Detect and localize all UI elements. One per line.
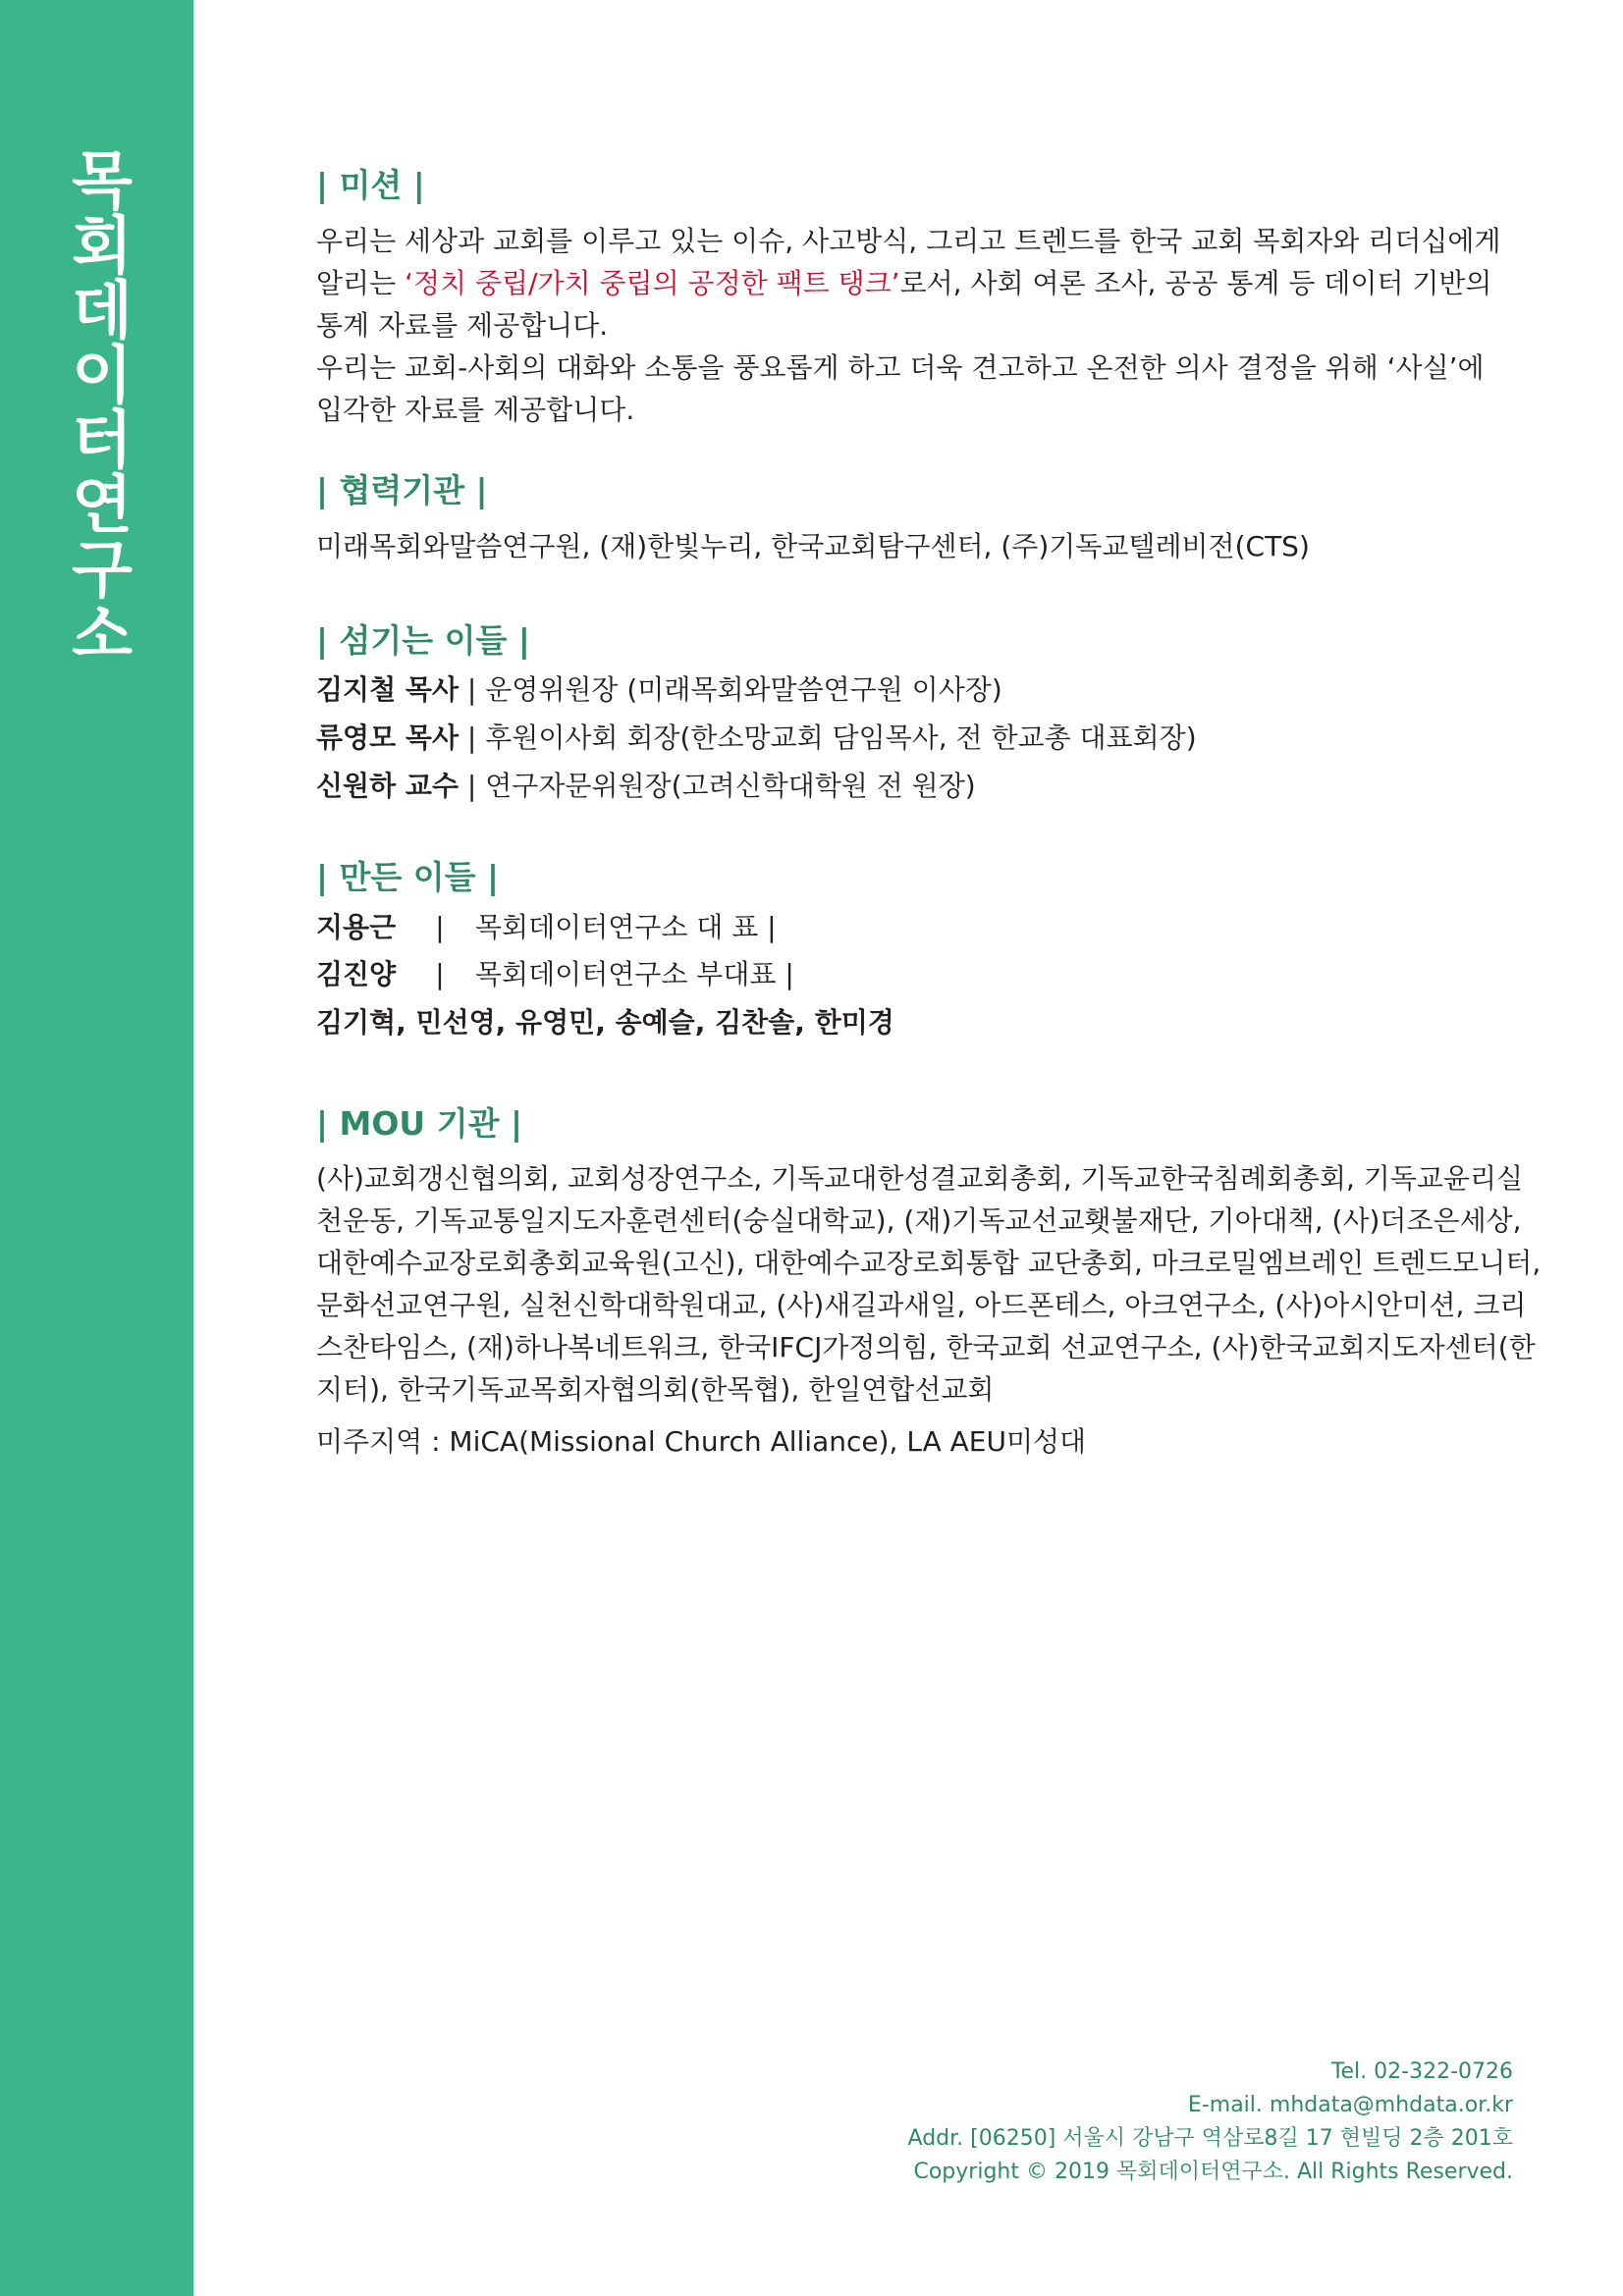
maker-separator: |	[435, 958, 445, 990]
maker-name: 지용근	[316, 911, 397, 943]
mou-paragraph	[316, 1157, 1542, 1411]
mission-line-1: 우리는 세상과 교회를 이루고 있는 이슈, 사고방식, 그리고 트렌드를 한국 교회 목회자와 리더십에게	[316, 225, 1501, 257]
servants-heading: | 섬기는 이들 |	[316, 621, 530, 660]
servant-separator: |	[459, 770, 486, 802]
mou-line: 천운동, 기독교통일지도자훈련센터(숭실대학교), (재)기독교선교횃불재단, 기아대책, (사)더조은세상,	[316, 1204, 1522, 1237]
mission-line-2-prefix: 알리는	[316, 267, 406, 299]
staff-list: 김기혁, 민선영, 유영민, 송예슬, 김찬솔, 한미경	[316, 1006, 894, 1039]
servant-role: 운영위원장 (미래목회와말씀연구원 이사장)	[485, 673, 1002, 706]
mou-line: 대한예수교장로회총회교육원(고신), 대한예수교장로회통합 교단총회, 마크로밀엠브레인 트렌드모니터,	[316, 1247, 1542, 1279]
footer-copyright: Copyright © 2019 목회데이터연구소. All Rights Reserved.	[913, 2160, 1513, 2184]
mou-overseas: 미주지역 : MiCA(Missional Church Alliance), LA AEU미성대	[316, 1425, 1087, 1458]
mission-heading: | 미션 |	[316, 166, 425, 204]
partners-heading: | 협력기관 |	[316, 471, 488, 509]
footer-email: E-mail. mhdata@mhdata.or.kr	[1187, 2093, 1513, 2117]
maker-separator: |	[435, 911, 445, 943]
maker-name: 김진양	[316, 958, 397, 990]
footer-address: Addr. [06250] 서울시 강남구 역삼로8길 17 현빌딩 2층 201호	[907, 2126, 1513, 2151]
mou-line: (사)교회갱신협의회, 교회성장연구소, 기독교대한성결교회총회, 기독교한국침례회총회, 기독교윤리실	[316, 1162, 1524, 1195]
mission-line-3: 통계 자료를 제공합니다.	[316, 309, 609, 342]
mission-paragraph	[316, 220, 1501, 431]
servant-row	[316, 721, 1197, 755]
maker-role: 목회데이터연구소 대 표 |	[475, 911, 777, 943]
mou-line: 문화선교연구원, 실천신학대학원대교, (사)새길과새일, 아드폰테스, 아크연구소, (사)아시안미션, 크리	[316, 1289, 1527, 1321]
mission-line-2	[316, 262, 1494, 304]
mou-line: 스찬타임스, (재)하나복네트워크, 한국IFCJ가정의힘, 한국교회 선교연구소, (사)한국교회지도자센터(한	[316, 1331, 1536, 1363]
mission-line-2-suffix: 로서, 사회 여론 조사, 공공 통계 등 데이터 기반의	[899, 267, 1492, 299]
contact-footer	[908, 2056, 1513, 2189]
servant-role: 연구자문위원장(고려신학대학원 전 원장)	[485, 770, 976, 802]
footer-tel: Tel. 02-322-0726	[1330, 2059, 1513, 2084]
mou-line: 지터), 한국기독교목회자협의회(한목협), 한일연합선교회	[316, 1373, 995, 1406]
partners-list: 미래목회와말씀연구원, (재)한빛누리, 한국교회탐구센터, (주)기독교텔레비전(CTS)	[316, 530, 1310, 562]
sidebar-title: 목회데이터연구소	[60, 147, 133, 666]
servant-row	[316, 770, 976, 803]
mou-heading: | MOU 기관 |	[316, 1104, 523, 1143]
maker-row	[316, 911, 777, 944]
mission-line-5: 입각한 자료를 제공합니다.	[316, 394, 635, 426]
servant-row	[316, 673, 1002, 707]
servant-separator: |	[459, 721, 486, 754]
sidebar-band	[0, 0, 193, 2296]
servant-name: 류영모 목사	[316, 721, 459, 754]
maker-role: 목회데이터연구소 부대표 |	[475, 958, 794, 990]
makers-heading: | 만든 이들 |	[316, 858, 500, 896]
servant-name: 김지철 목사	[316, 673, 459, 706]
maker-row	[316, 958, 794, 991]
servant-role: 후원이사회 회장(한소망교회 담임목사, 전 한교총 대표회장)	[485, 721, 1197, 754]
servant-separator: |	[459, 673, 486, 706]
servant-name: 신원하 교수	[316, 770, 459, 802]
fact-tank-highlight: ‘정치 중립/가치 중립의 공정한 팩트 탱크’	[405, 267, 900, 299]
mission-line-4: 우리는 교회-사회의 대화와 소통을 풍요롭게 하고 더욱 견고하고 온전한 의사 결정을 위해 ‘사실’에	[316, 351, 1485, 384]
